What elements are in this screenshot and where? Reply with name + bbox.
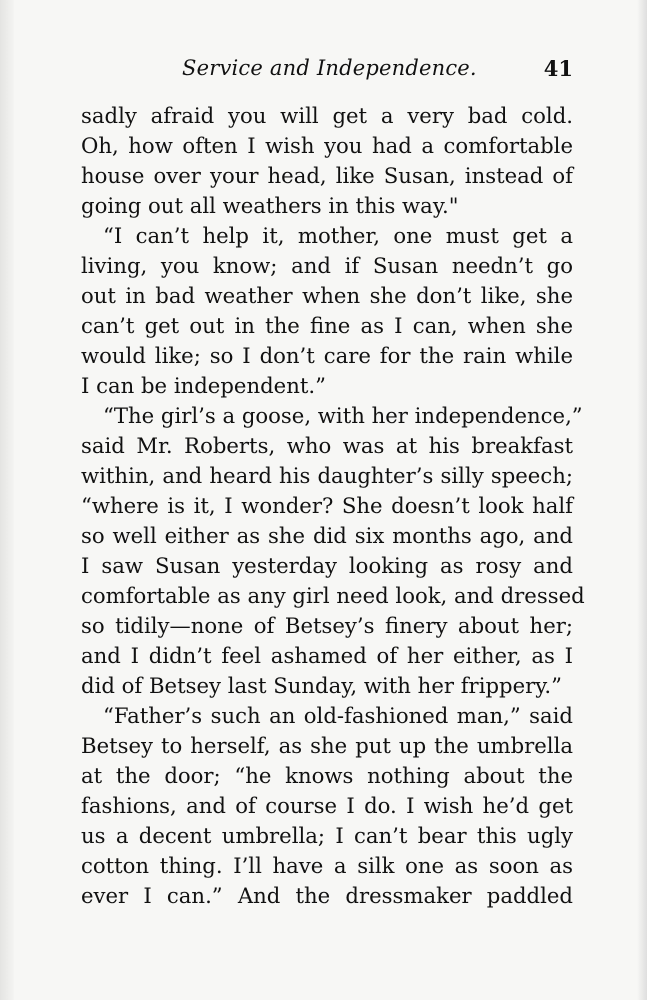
text-line: can’t get out in the fine as I can, when she (81, 313, 573, 338)
text-line: cotton thing. I’ll have a silk one as soon as (81, 853, 573, 878)
text-line: “where is it, I wonder? She doesn’t look half (81, 493, 573, 518)
running-title: Service and Independence. (182, 56, 477, 80)
text-line: “I can’t help it, mother, one must get a (103, 223, 573, 248)
text-line: within, and heard his daughter’s silly speech; (81, 463, 573, 488)
text-line: I saw Susan yesterday looking as rosy and (81, 553, 573, 578)
page-number: 41 (543, 56, 573, 81)
text-line: living, you know; and if Susan needn’t go (81, 253, 573, 278)
text-line: and I didn’t feel ashamed of her either, as I (81, 643, 573, 668)
text-line: sadly afraid you will get a very bad cold. (81, 103, 573, 128)
text-line: “Father’s such an old-fashioned man,” said (103, 703, 573, 728)
text-line: “The girl’s a goose, with her independence,” (103, 403, 583, 428)
text-line: house over your head, like Susan, instead of (81, 163, 573, 188)
text-line: comfortable as any girl need look, and dressed (81, 583, 585, 608)
text-line: Betsey to herself, as she put up the umbrella (81, 733, 573, 758)
running-head (81, 56, 573, 88)
text-line: at the door; “he knows nothing about the (81, 763, 573, 788)
body-text (81, 101, 585, 911)
text-line: I can be independent.” (81, 373, 326, 398)
text-line: going out all weathers in this way." (81, 193, 459, 218)
text-line: said Mr. Roberts, who was at his breakfast (81, 433, 573, 458)
text-line: so tidily—none of Betsey’s finery about her; (81, 613, 573, 638)
text-line: out in bad weather when she don’t like, she (81, 283, 573, 308)
page-edge-right (637, 0, 647, 1000)
text-line: us a decent umbrella; I can’t bear this ugly (81, 823, 573, 848)
text-line: Oh, how often I wish you had a comfortable (81, 133, 573, 158)
page-edge-left (0, 0, 14, 1000)
text-line: fashions, and of course I do. I wish he’d get (81, 793, 573, 818)
text-line: ever I can.” And the dressmaker paddled (81, 883, 573, 908)
text-line: did of Betsey last Sunday, with her frippery.” (81, 673, 562, 698)
text-line: would like; so I don’t care for the rain while (81, 343, 573, 368)
text-line: so well either as she did six months ago, and (81, 523, 573, 548)
